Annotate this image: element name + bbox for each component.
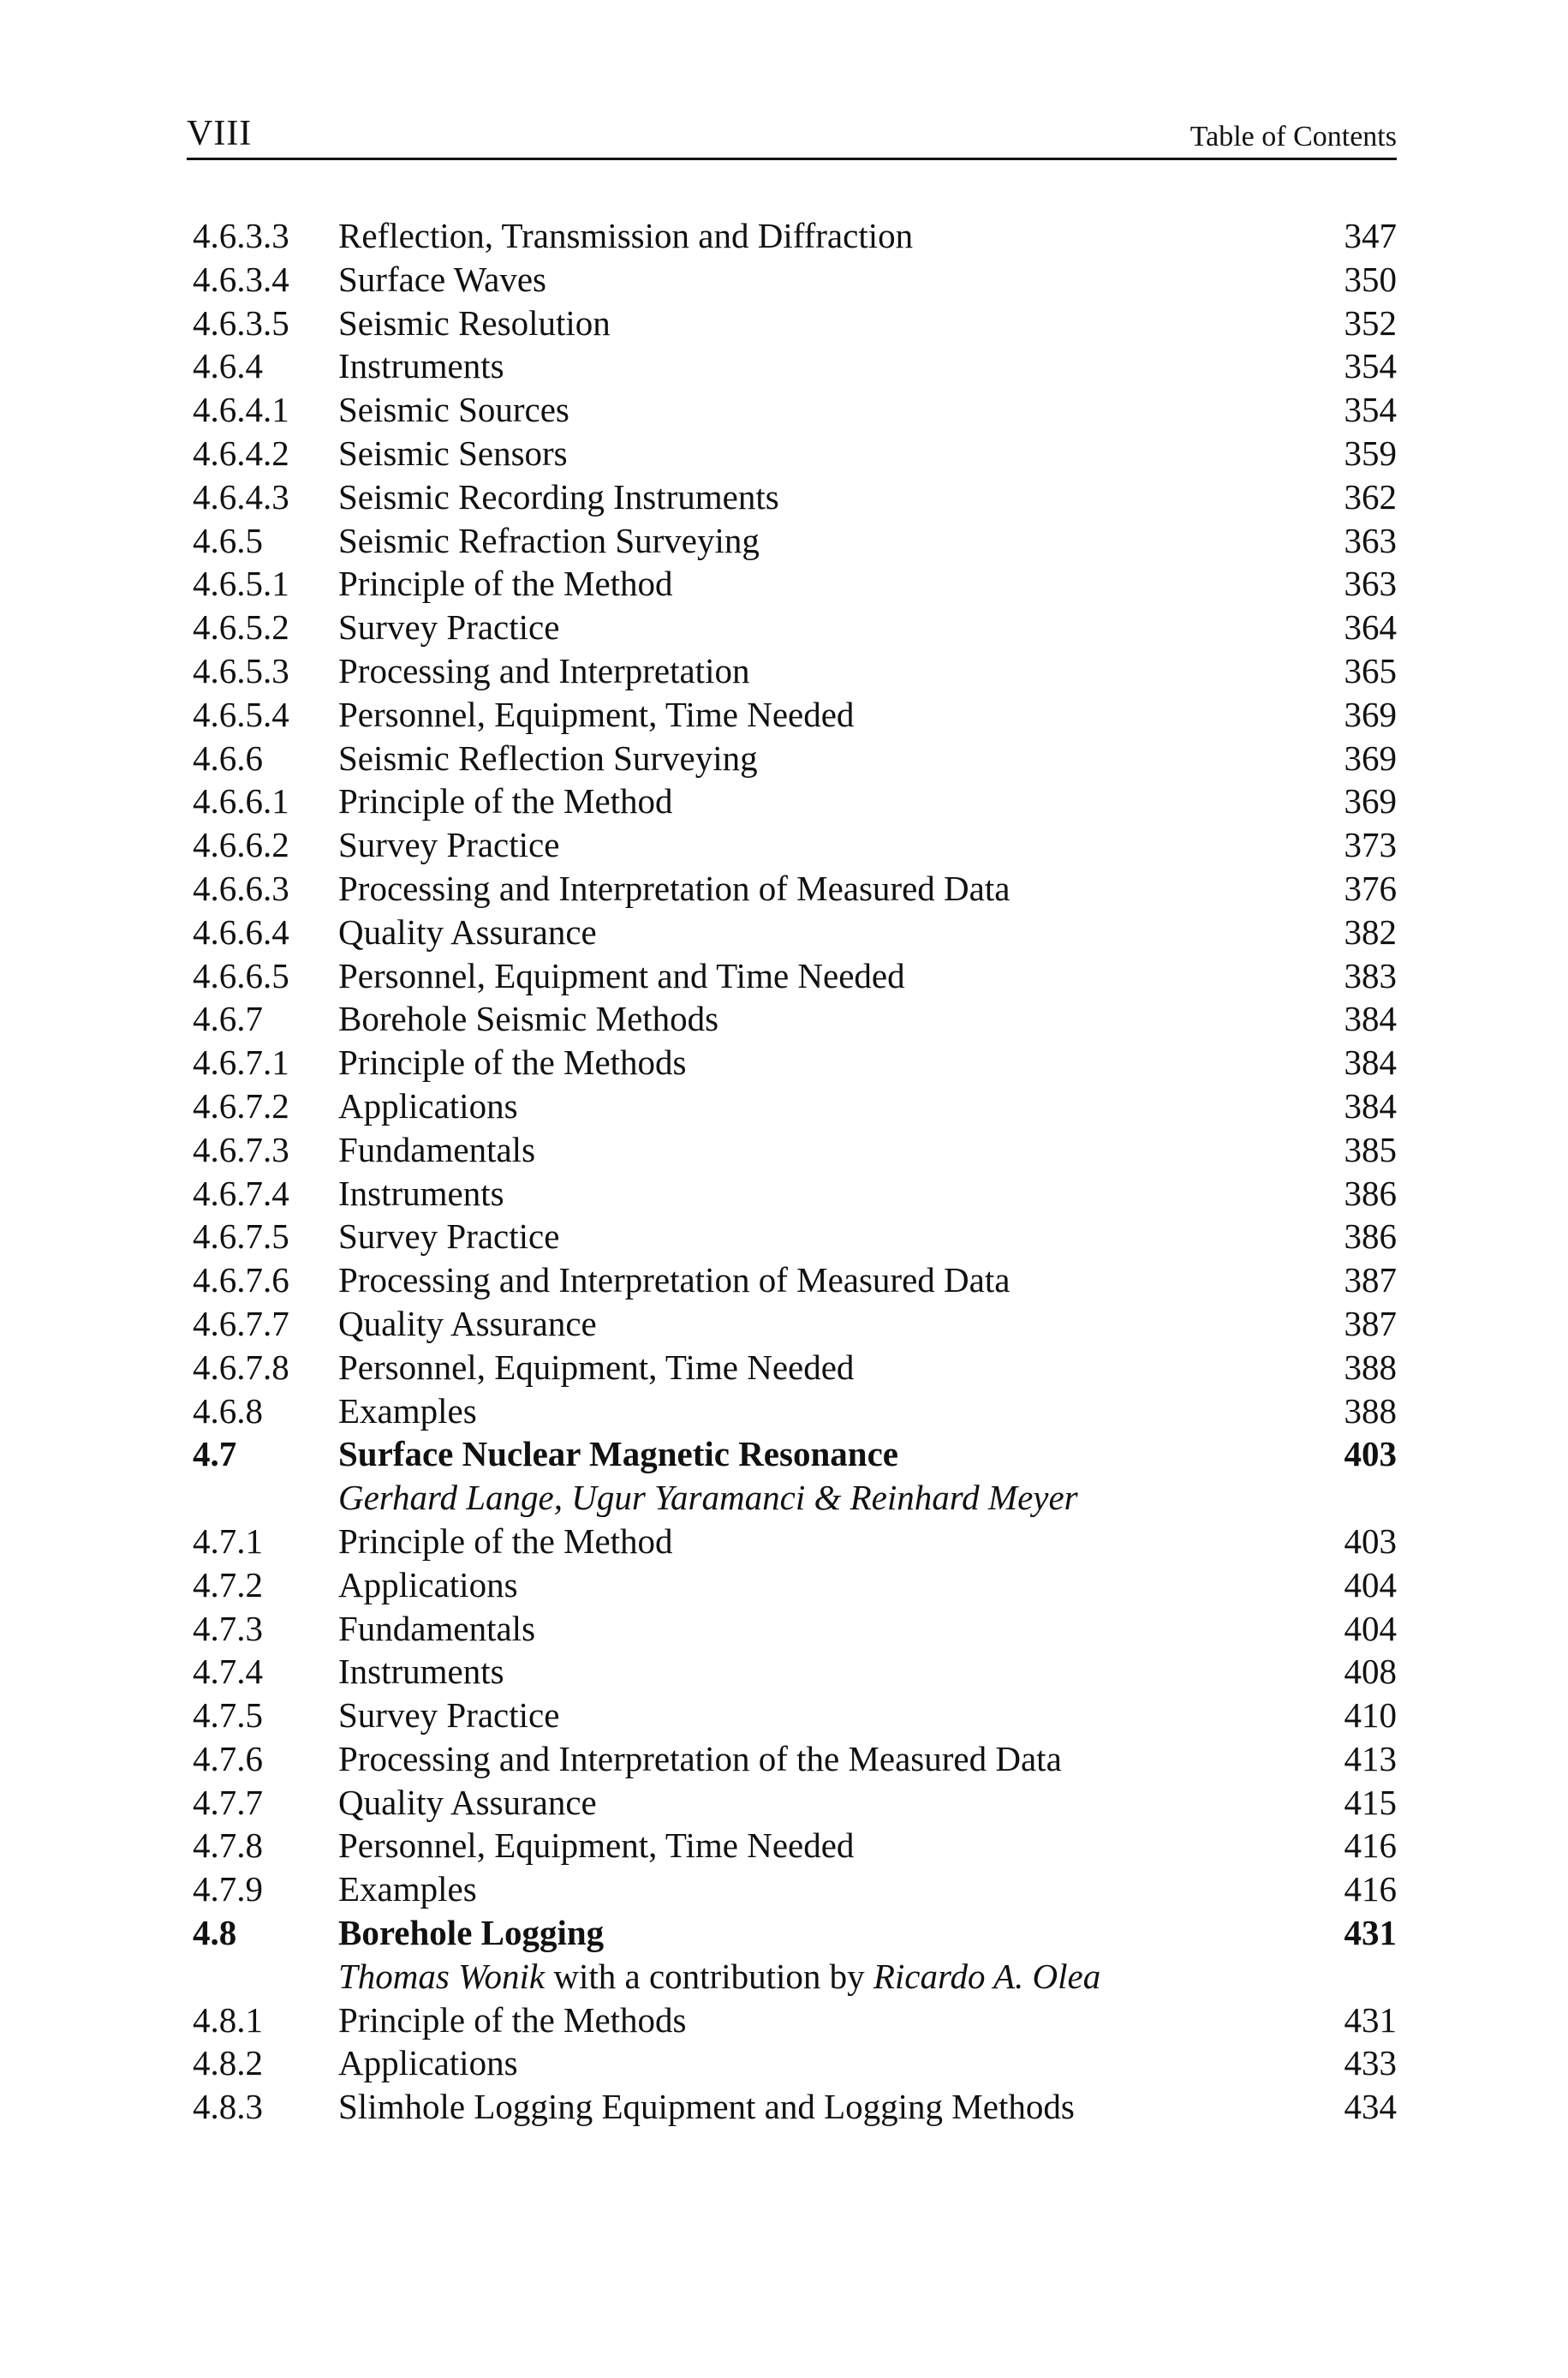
toc-section-title: Processing and Interpretation of Measured Data <box>338 868 1011 908</box>
toc-section-title: Applications <box>338 2043 518 2083</box>
toc-section-title: Examples <box>338 1869 477 1909</box>
toc-section-number: 4.6.5.1 <box>193 564 289 604</box>
toc-page-number: 383 <box>1344 955 1397 995</box>
toc-section-title: Survey Practice <box>338 825 560 865</box>
toc-entry <box>193 258 1397 302</box>
toc-page-number: 388 <box>1344 1390 1397 1431</box>
toc-entry <box>193 1650 1397 1694</box>
toc-section-number: 4.7.4 <box>193 1652 263 1692</box>
toc-entry <box>193 997 1397 1041</box>
author-name: Thomas Wonik <box>338 1956 546 1996</box>
toc-section-title: Personnel, Equipment, Time Needed <box>338 1347 855 1387</box>
author-connector: with a contribution by <box>545 1956 873 1996</box>
toc-section-title: Borehole Logging <box>338 1913 605 1953</box>
toc-page-number: 363 <box>1344 520 1397 560</box>
toc-page-number: 365 <box>1344 650 1397 690</box>
toc-page-number: 386 <box>1344 1173 1397 1213</box>
toc-page-number: 416 <box>1344 1869 1397 1909</box>
toc-page-number: 369 <box>1344 781 1397 822</box>
toc-section-number: 4.6.6.3 <box>193 868 289 908</box>
toc-section-title: Seismic Sensors <box>338 433 568 473</box>
toc-section-number: 4.6.7.4 <box>193 1173 289 1213</box>
toc-entry <box>193 1041 1397 1084</box>
toc-author-line <box>193 1476 1397 1520</box>
toc-page-number: 434 <box>1344 2087 1397 2127</box>
toc-section-number: 4.6.4.2 <box>193 433 289 473</box>
toc-entry <box>193 1215 1397 1258</box>
toc-page-number: 354 <box>1344 346 1397 386</box>
toc-section-title: Surface Nuclear Magnetic Resonance <box>338 1434 898 1474</box>
toc-page-number: 431 <box>1344 1999 1397 2040</box>
toc-section-title: Applications <box>338 1085 518 1126</box>
toc-page-number: 387 <box>1344 1303 1397 1343</box>
toc-section-number: 4.6.3.3 <box>193 216 289 255</box>
toc-page-number: 362 <box>1344 476 1397 517</box>
toc-section-title: Processing and Interpretation of Measured Data <box>338 1260 1011 1300</box>
toc-section-number: 4.6.5.3 <box>193 650 289 690</box>
toc-section-title: Survey Practice <box>338 1216 560 1257</box>
toc-entry <box>193 432 1397 475</box>
toc-page-number: 369 <box>1344 694 1397 734</box>
toc-page-number: 431 <box>1344 1913 1397 1953</box>
toc-page-number: 413 <box>1344 1738 1397 1778</box>
toc-entry <box>193 1389 1397 1433</box>
toc-section-title: Fundamentals <box>338 1608 536 1648</box>
toc-section-title: Quality Assurance <box>338 1303 597 1343</box>
toc-entry <box>193 1172 1397 1216</box>
toc-page-number: 352 <box>1344 302 1397 343</box>
toc-page-number: 373 <box>1344 825 1397 865</box>
toc-entry <box>193 1999 1397 2042</box>
toc-section-number: 4.7.5 <box>193 1695 263 1736</box>
toc-page-number: 384 <box>1344 1043 1397 1083</box>
toc-section-number: 4.6.7.2 <box>193 1085 289 1126</box>
toc-section-number: 4.6.7.7 <box>193 1303 289 1343</box>
toc-section-title: Seismic Sources <box>338 390 569 430</box>
toc-section-number: 4.7.2 <box>193 1564 263 1604</box>
author-name: Ricardo A. Olea <box>873 1956 1101 1996</box>
toc-section-title: Survey Practice <box>338 1695 560 1736</box>
toc-page-number: 386 <box>1344 1216 1397 1257</box>
toc-section-title: Processing and Interpretation of the Measured Data <box>338 1738 1062 1778</box>
toc-section-number: 4.6.7.1 <box>193 1043 289 1083</box>
toc-section-title: Instruments <box>338 1652 504 1692</box>
toc-entry <box>193 519 1397 563</box>
toc-section-number: 4.8.2 <box>193 2043 263 2083</box>
toc-section-title: Applications <box>338 1564 518 1604</box>
toc-section-number: 4.7.9 <box>193 1869 263 1909</box>
toc-section-number: 4.8.1 <box>193 1999 263 2040</box>
toc-entry <box>193 1824 1397 1867</box>
toc-section-number: 4.6.6.5 <box>193 955 289 995</box>
toc-page-number: 408 <box>1344 1652 1397 1692</box>
toc-page-number: 388 <box>1344 1347 1397 1387</box>
toc-section-number: 4.6.5 <box>193 520 263 560</box>
toc-entry <box>193 475 1397 519</box>
toc-page-number: 384 <box>1344 999 1397 1039</box>
toc-section-number: 4.6.6 <box>193 738 263 778</box>
table-of-contents <box>193 214 1397 2129</box>
toc-section-number: 4.6.8 <box>193 1390 263 1431</box>
toc-page-number: 364 <box>1344 607 1397 648</box>
toc-entry <box>193 911 1397 954</box>
toc-section-number: 4.6.7.3 <box>193 1129 289 1169</box>
toc-entry <box>193 1128 1397 1172</box>
toc-section-number: 4.6.3.4 <box>193 259 289 299</box>
toc-entry <box>193 2041 1397 2085</box>
toc-section-number: 4.8 <box>193 1913 237 1953</box>
toc-section-number: 4.6.4.3 <box>193 476 289 517</box>
toc-section-title: Seismic Recording Instruments <box>338 476 779 517</box>
toc-page-number: 433 <box>1344 2043 1397 2083</box>
toc-page-number: 404 <box>1344 1564 1397 1604</box>
toc-section-number: 4.6.3.5 <box>193 302 289 343</box>
toc-entry <box>193 1781 1397 1825</box>
toc-section-title: Instruments <box>338 1173 504 1213</box>
toc-entry <box>193 1694 1397 1737</box>
toc-entry <box>193 867 1397 911</box>
toc-entry <box>193 388 1397 432</box>
toc-section-heading <box>193 1911 1397 1955</box>
toc-entry <box>193 1520 1397 1563</box>
toc-section-number: 4.6.7.5 <box>193 1216 289 1257</box>
toc-section-number: 4.6.6.4 <box>193 911 289 952</box>
toc-section-title: Survey Practice <box>338 607 560 648</box>
toc-section-title: Seismic Refraction Surveying <box>338 520 760 560</box>
toc-page-number: 385 <box>1344 1129 1397 1169</box>
toc-page-number: 410 <box>1344 1695 1397 1736</box>
toc-page-number: 403 <box>1344 1521 1397 1561</box>
toc-entry <box>193 1302 1397 1346</box>
toc-section-title: Quality Assurance <box>338 1782 597 1822</box>
toc-section-number: 4.7.3 <box>193 1608 263 1648</box>
toc-section-number: 4.6.6.1 <box>193 781 289 822</box>
toc-page-number: 376 <box>1344 868 1397 908</box>
toc-page-number: 363 <box>1344 564 1397 604</box>
toc-entry <box>193 1737 1397 1781</box>
toc-section-title: Slimhole Logging Equipment and Logging Methods <box>338 2087 1075 2127</box>
toc-page-number: 384 <box>1344 1085 1397 1126</box>
toc-section-number: 4.8.3 <box>193 2087 263 2127</box>
toc-entry <box>193 302 1397 345</box>
toc-section-title: Examples <box>338 1390 477 1431</box>
toc-page-number: 369 <box>1344 738 1397 778</box>
toc-entry <box>193 606 1397 649</box>
toc-section-heading <box>193 1432 1397 1476</box>
toc-section-number: 4.7.8 <box>193 1825 263 1866</box>
toc-section-title: Instruments <box>338 346 504 386</box>
toc-section-title: Principle of the Method <box>338 564 673 604</box>
toc-section-title: Fundamentals <box>338 1129 536 1169</box>
toc-page-number: 415 <box>1344 1782 1397 1822</box>
toc-section-number: 4.7.7 <box>193 1782 263 1822</box>
toc-page-number: 387 <box>1344 1260 1397 1300</box>
toc-page-number: 347 <box>1344 216 1397 255</box>
toc-section-title: Quality Assurance <box>338 911 597 952</box>
toc-entry <box>193 344 1397 388</box>
toc-page-number: 354 <box>1344 390 1397 430</box>
toc-author-line <box>193 1955 1397 1999</box>
toc-section-number: 4.6.6.2 <box>193 825 289 865</box>
toc-entry <box>193 780 1397 823</box>
toc-section-title: Personnel, Equipment, Time Needed <box>338 694 855 734</box>
toc-section-title: Personnel, Equipment, Time Needed <box>338 1825 855 1866</box>
toc-section-number: 4.6.4.1 <box>193 390 289 430</box>
toc-section-title: Processing and Interpretation <box>338 650 750 690</box>
toc-section-title: Principle of the Methods <box>338 1043 687 1083</box>
toc-entry <box>193 737 1397 780</box>
toc-section-title: Seismic Resolution <box>338 302 611 343</box>
toc-entry <box>193 1867 1397 1911</box>
toc-author <box>338 1476 1078 1520</box>
toc-page-number: 359 <box>1344 433 1397 473</box>
running-header-title: Table of Contents <box>1189 121 1397 152</box>
toc-page-number: 416 <box>1344 1825 1397 1866</box>
page-header <box>187 110 1397 158</box>
toc-entry <box>193 214 1397 258</box>
toc-entry <box>193 1563 1397 1607</box>
page-number-label: VIII <box>187 114 253 153</box>
toc-section-title: Personnel, Equipment and Time Needed <box>338 955 905 995</box>
toc-section-number: 4.7.1 <box>193 1521 263 1561</box>
toc-entry <box>193 954 1397 998</box>
header-rule <box>187 158 1397 160</box>
toc-section-number: 4.7 <box>193 1434 237 1474</box>
toc-page-number: 403 <box>1344 1434 1397 1474</box>
toc-entry <box>193 823 1397 867</box>
toc-entry <box>193 649 1397 693</box>
toc-author <box>338 1955 1100 1999</box>
toc-entry <box>193 562 1397 606</box>
toc-section-title: Surface Waves <box>338 259 546 299</box>
toc-section-title: Seismic Reflection Surveying <box>338 738 758 778</box>
toc-section-number: 4.7.6 <box>193 1738 263 1778</box>
toc-section-title: Borehole Seismic Methods <box>338 999 719 1039</box>
toc-page-number: 404 <box>1344 1608 1397 1648</box>
toc-entry <box>193 1084 1397 1128</box>
toc-page-number: 350 <box>1344 259 1397 299</box>
toc-section-number: 4.6.5.4 <box>193 694 289 734</box>
toc-section-title: Principle of the Method <box>338 1521 673 1561</box>
author-name: Gerhard Lange, Ugur Yaramanci & Reinhard Meyer <box>338 1478 1078 1518</box>
toc-entry <box>193 1607 1397 1651</box>
toc-entry <box>193 693 1397 737</box>
toc-section-title: Reflection, Transmission and Diffraction <box>338 216 914 255</box>
toc-page-number: 382 <box>1344 911 1397 952</box>
toc-entry <box>193 1258 1397 1302</box>
toc-section-number: 4.6.7 <box>193 999 263 1039</box>
toc-section-number: 4.6.7.8 <box>193 1347 289 1387</box>
toc-section-title: Principle of the Method <box>338 781 673 822</box>
toc-entry <box>193 1346 1397 1389</box>
toc-entry <box>193 2085 1397 2129</box>
toc-section-number: 4.6.4 <box>193 346 263 386</box>
toc-section-number: 4.6.5.2 <box>193 607 289 648</box>
toc-section-title: Principle of the Methods <box>338 1999 687 2040</box>
toc-section-number: 4.6.7.6 <box>193 1260 289 1300</box>
